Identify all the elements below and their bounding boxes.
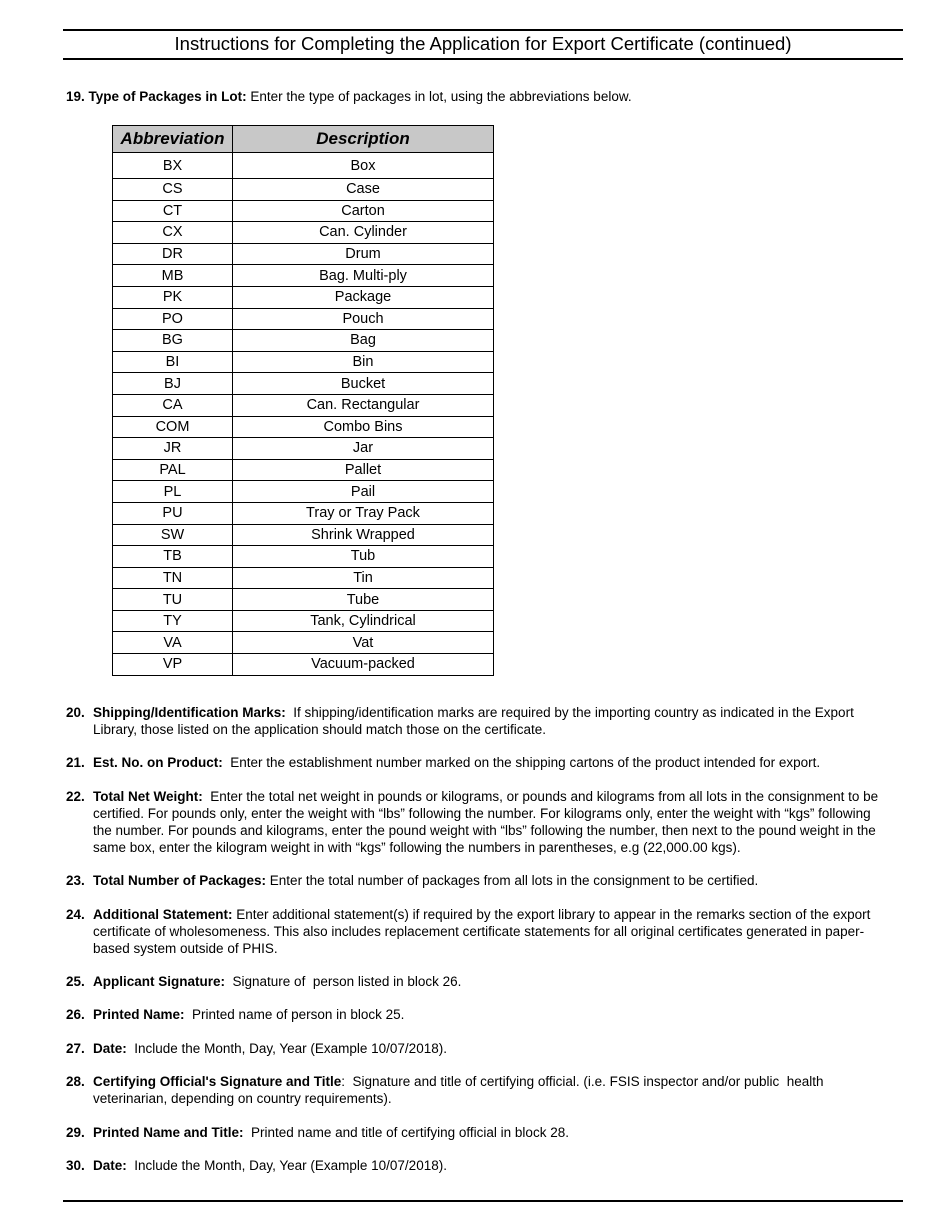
description-cell: Package [233,286,494,308]
table-row [113,589,494,611]
description-cell: Tin [233,567,494,589]
abbreviation-cell: PAL [113,459,233,481]
table-row [113,502,494,524]
table-row [113,546,494,568]
item-label: Certifying Official's Signature and Title [93,1074,342,1090]
item-label: Additional Statement: [93,906,233,922]
abbreviation-cell: BI [113,351,233,373]
table-row [113,416,494,438]
item-text: Enter additional statement(s) if required by the export library to appear in the remarks section of the export certificate of wholesomeness. This also includes replacement certificate statements for all original certificates generated in paper-based system outside of PHIS. [93,906,875,956]
item-number: 26. [66,1007,85,1023]
abbreviation-cell: BX [113,153,233,179]
item-label: Date: [93,1157,127,1173]
table-row [113,481,494,503]
table-row [113,330,494,352]
instruction-item [66,704,886,738]
table-row [113,524,494,546]
table-row [113,243,494,265]
table-row [113,632,494,654]
abbreviation-cell: VP [113,654,233,676]
item-label: Printed Name and Title: [93,1124,244,1140]
item-number: 19. [66,89,85,104]
abbreviation-cell: BJ [113,373,233,395]
item-label: Shipping/Identification Marks: [93,705,286,720]
page-title: Instructions for Completing the Application for Export Certificate (continued) [174,33,792,54]
table-row [113,438,494,460]
description-cell: Pail [233,481,494,503]
header-top-rule [63,29,903,31]
item-text: Printed name of person in block 25. [184,1007,405,1023]
table-row [113,265,494,287]
abbreviation-cell: BG [113,330,233,352]
description-cell: Case [233,179,494,201]
abbreviation-cell: DR [113,243,233,265]
instruction-item [66,1157,886,1174]
instruction-item [66,754,886,771]
item-text: Printed name and title of certifying official in block 28. [243,1124,569,1140]
item-text: Include the Month, Day, Year (Example 10/07/2018). [126,1040,447,1056]
description-cell: Jar [233,438,494,460]
table-row [113,153,494,179]
abbreviation-cell: TB [113,546,233,568]
description-cell: Can. Rectangular [233,394,494,416]
item-text: Enter the type of packages in lot, using the abbreviations below. [246,89,632,104]
description-cell: Tray or Tray Pack [233,502,494,524]
item-number: 22. [66,788,85,804]
abbreviation-cell: TN [113,567,233,589]
table-row [113,654,494,676]
table-row [113,351,494,373]
table-row [113,222,494,244]
description-cell: Bin [233,351,494,373]
item-number: 21. [66,755,85,771]
description-cell: Tub [233,546,494,568]
instruction-item [66,788,886,856]
table-row [113,308,494,330]
header-bottom-rule [63,58,903,60]
item-number: 24. [66,906,85,922]
description-cell: Bucket [233,373,494,395]
item-text: Enter the establishment number marked on the shipping cartons of the product intended for export. [222,755,821,771]
instruction-item [66,1006,886,1023]
instruction-item [66,973,886,990]
description-cell: Carton [233,200,494,222]
abbreviation-cell: CA [113,394,233,416]
item-label: Applicant Signature: [93,973,226,989]
table-row [113,179,494,201]
item-number: 25. [66,973,85,989]
table-row [113,610,494,632]
item-19 [66,88,632,105]
item-text: Include the Month, Day, Year (Example 10/07/2018). [126,1157,447,1173]
abbreviation-cell: TU [113,589,233,611]
item-label: Type of Packages in Lot: [88,89,247,104]
description-cell: Pouch [233,308,494,330]
item-number: 20. [66,705,85,720]
instruction-item [66,906,886,957]
instruction-item [66,1124,886,1141]
abbreviation-cell: TY [113,610,233,632]
description-cell: Tube [233,589,494,611]
item-number: 29. [66,1124,85,1140]
table-body [113,153,494,676]
item-number: 28. [66,1074,85,1090]
abbreviation-cell: PO [113,308,233,330]
table-row [113,459,494,481]
item-label: Total Number of Packages: [93,873,267,889]
item-label: Date: [93,1040,127,1056]
instruction-items [66,704,886,1190]
description-cell: Bag. Multi-ply [233,265,494,287]
item-number: 27. [66,1040,85,1056]
description-cell: Combo Bins [233,416,494,438]
item-text: Enter the total number of packages from all lots in the consignment to be certified. [266,873,759,889]
table-row [113,394,494,416]
table-row [113,200,494,222]
description-cell: Drum [233,243,494,265]
item-label: Est. No. on Product: [93,755,223,771]
description-cell: Vacuum-packed [233,654,494,676]
description-cell: Pallet [233,459,494,481]
abbreviation-cell: PL [113,481,233,503]
description-cell: Bag [233,330,494,352]
abbreviation-cell: VA [113,632,233,654]
table-row [113,373,494,395]
instruction-item [66,1040,886,1057]
item-label: Total Net Weight: [93,788,203,804]
abbreviation-cell: PU [113,502,233,524]
abbreviation-cell: CT [113,200,233,222]
item-text: If shipping/identification marks are required by the importing country as indicated in the Export Library, those listed on the application should match those on the certificate. [93,705,858,737]
table-row [113,286,494,308]
footer-rule [63,1200,903,1202]
item-text: : Signature and title of certifying official. (i.e. FSIS inspector and/or public health veterinarian, depending on country requirements). [93,1074,828,1107]
instruction-item [66,872,886,889]
abbreviation-cell: COM [113,416,233,438]
abbreviation-cell: JR [113,438,233,460]
item-label: Printed Name: [93,1007,185,1023]
description-cell: Shrink Wrapped [233,524,494,546]
abbreviation-cell: PK [113,286,233,308]
package-abbreviation-table [112,125,494,676]
table-header-row [113,126,494,153]
description-cell: Box [233,153,494,179]
item-number: 30. [66,1157,85,1173]
description-cell: Can. Cylinder [233,222,494,244]
description-cell: Vat [233,632,494,654]
item-text: Signature of person listed in block 26. [225,973,462,989]
abbreviation-cell: SW [113,524,233,546]
instruction-item [66,1073,886,1107]
item-text: Enter the total net weight in pounds or kilograms, or pounds and kilograms from all lots in the consignment to be certified. For pounds only, enter the weight with “lbs” following the number. For kilograms only, enter the weight with “kgs” following the number. For pounds and kilograms, enter the pound weight with “lbs” following the number, then next to the pound weight in the same box, enter the kilogram weight in with “kgs” following the numbers in parentheses, e.g (22,000.00 kgs). [93,788,882,855]
table-row [113,567,494,589]
description-cell: Tank, Cylindrical [233,610,494,632]
abbreviation-cell: CX [113,222,233,244]
description-header: Description [233,126,494,153]
abbreviation-cell: MB [113,265,233,287]
item-number: 23. [66,873,85,889]
abbreviation-header: Abbreviation [113,126,233,153]
abbreviation-cell: CS [113,179,233,201]
